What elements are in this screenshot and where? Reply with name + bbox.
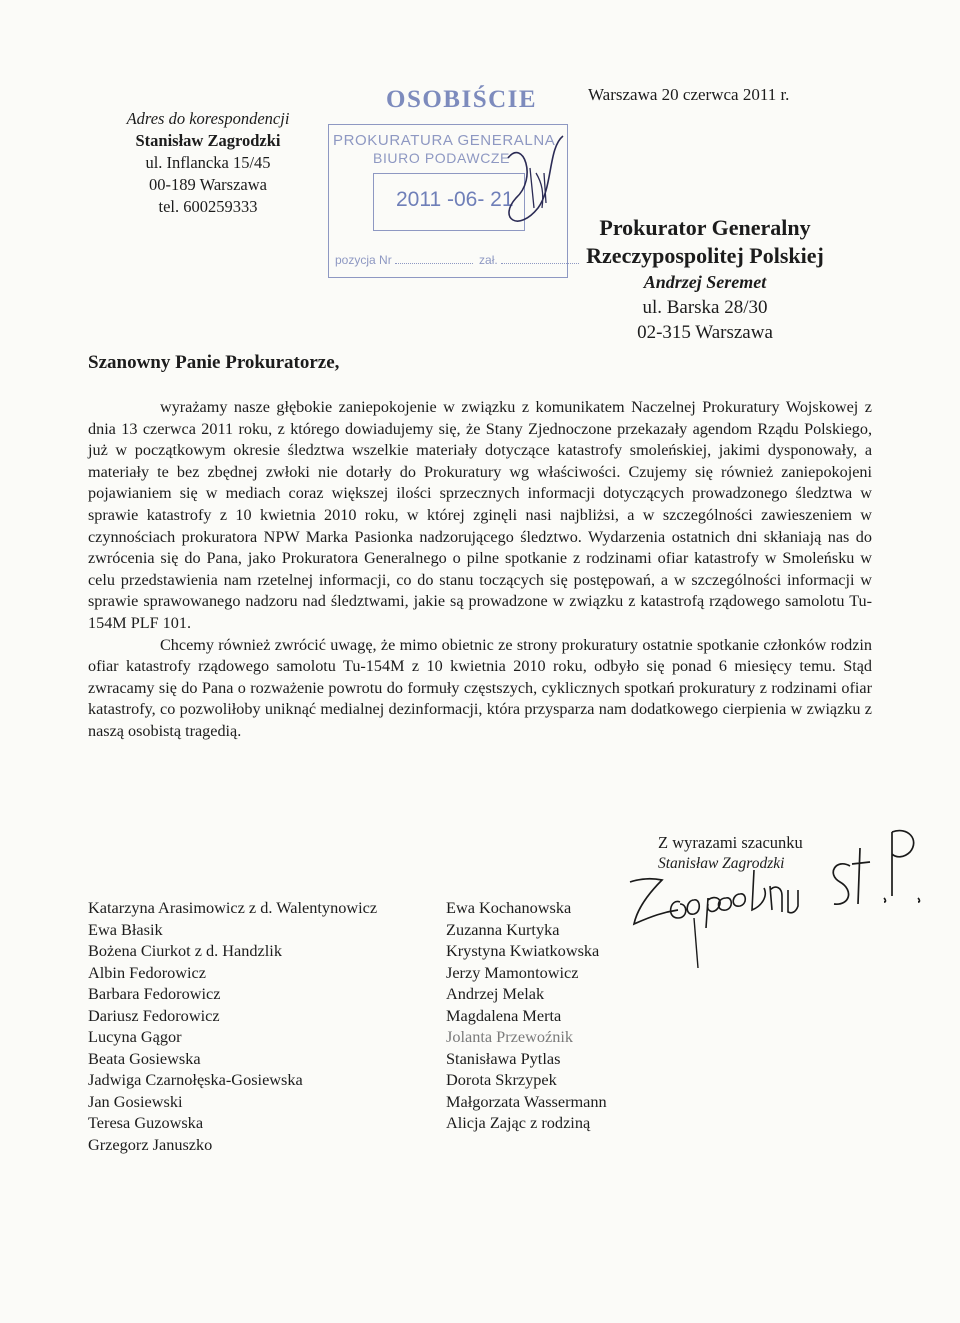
signatory-name: Grzegorz Januszko (88, 1134, 213, 1154)
recipient-title: Prokurator Generalny (599, 215, 811, 240)
signatory-name: Ewa Błasik (88, 919, 163, 939)
signatory-name: Małgorzata Wassermann (446, 1091, 607, 1111)
personal-mark: OSOBIŚCIE (386, 86, 538, 113)
recipient-street: ul. Barska 28/30 (642, 297, 768, 318)
closing-name: Stanisław Zagrodzki (658, 855, 785, 872)
sender-phone: tel. 600259333 (158, 197, 258, 216)
signatories-left (88, 897, 377, 1155)
signatory-name: Lucyna Gągor (88, 1027, 182, 1046)
letter-date: Warszawa 20 czerwca 2011 r. (588, 85, 790, 104)
signatory-name: Bożena Ciurkot z d. Handzlik (88, 941, 282, 960)
body-paragraph: wyrażamy nasze głębokie zaniepokojenie w związku z komunikatem Naczelnej Prokuratury Wojskowej z dnia 13 czerwca 2011 roku, z którego dowiadujemy się, że Stany Zjednoczone przekazały agendom Rządu Polskiego, już w początkowym okresie śledztwa wszelkie materiały dotyczące katastrofy smoleńskiej, jakimi dysponowały, a materiały te bez zbędnej zwłoki nie dotarły do Prokuratury wg właściwości. Czujemy się również zaniepokojeni pojawianiem się w mediach coraz większej ilości sprzecznych informacji dotyczących prowadzonego śledztwa w sprawie katastrofy z 10 kwietnia 2010 roku, w której zginęli nasi najbliżsi, a w szczególności zawieszeniem w czynnościach prokuratora NPW Marka Pasionka nadzorującego śledztwo. Wydarzenia ostatnich dni skłaniają nas do zwrócenia się do Pana, jako Prokuratora Generalnego o pilne spotkanie z rodzinami ofiar katastrofy w Smoleńsku w celu przedstawienia nam rzetelnej informacji, co do stanu toczących się postępowań, a w szczególności informacji w sprawie sprawowanego nadzoru nad śledztwami, jakie są prowadzone w związku z katastrofą rządowego samolotu Tu-154M PLF 101. (88, 398, 872, 632)
stamp-footer (335, 253, 582, 267)
signatory-name: Teresa Guzowska (88, 1113, 204, 1132)
sender-address-block (108, 108, 308, 218)
recipient-country: Rzeczypospolitej Polskiej (586, 243, 824, 268)
stamp-position-label: pozycja Nr (335, 253, 392, 267)
stamp-institution: PROKURATURA GENERALNA (333, 132, 556, 149)
stamp-attachment-label: zał. (479, 253, 498, 267)
signatory-name: Krystyna Kwiatkowska (446, 941, 600, 960)
body-paragraph: Chcemy również zwrócić uwagę, że mimo obietnic ze strony prokuratury ostatnie spotkanie członków rodzin ofiar katastrofy rządowego samolotu Tu-154M z 10 kwietnia 2010 roku, odbyło się ponad 6 miesięcy temu. Stąd zwracamy się do Pana o rozważenie powrotu do formuły częstszych, cyklicznych spotkań prokuratury z rodzinami ofiar katastrofy, co pozwoliłoby uniknąć medialnej dezinformacji, która przysparza nam dodatkowego cierpienia w związku z naszą osobistą tragedią. (88, 635, 872, 740)
signatories-right (446, 897, 607, 1134)
stamp-initials-signature (478, 128, 568, 238)
recipient-block (560, 214, 850, 345)
stamp-date: 2011 -06- 21 (396, 188, 514, 211)
sender-name: Stanisław Zagrodzki (135, 131, 281, 150)
signatory-name: Dorota Skrzypek (446, 1070, 557, 1089)
stamp-office: BIURO PODAWCZE (373, 150, 510, 166)
signatory-name: Jan Gosiewski (88, 1091, 183, 1111)
closing-regards: Z wyrazami szacunku (658, 833, 803, 852)
signatory-name: Alicja Zając z rodziną (446, 1113, 591, 1132)
sender-label: Adres do korespondencji (126, 109, 290, 128)
letter-body (88, 397, 872, 743)
recipient-city: 02-315 Warszawa (637, 322, 773, 343)
signatory-name: Zuzanna Kurtyka (446, 919, 560, 939)
signatory-name: Andrzej Melak (446, 984, 545, 1003)
sender-street: ul. Inflancka 15/45 (145, 153, 271, 172)
signatory-name: Barbara Fedorowicz (88, 984, 221, 1003)
signatory-name: Beata Gosiewska (88, 1048, 201, 1068)
signatory-name: Jadwiga Czarnołęska-Gosiewska (88, 1070, 303, 1089)
signatory-name: Ewa Kochanowska (446, 898, 572, 917)
signatory-name: Dariusz Fedorowicz (88, 1005, 220, 1025)
signatory-name: Jerzy Mamontowicz (446, 962, 579, 982)
sender-city: 00-189 Warszawa (149, 175, 267, 194)
signatory-name: Albin Fedorowicz (88, 962, 207, 982)
handwritten-signature (622, 820, 922, 970)
signatory-name: Magdalena Merta (446, 1005, 562, 1025)
salutation: Szanowny Panie Prokuratorze, (88, 352, 340, 373)
signatory-name: Stanisława Pytlas (446, 1048, 561, 1068)
signatory-name: Katarzyna Arasimowicz z d. Walentynowicz (88, 898, 378, 917)
recipient-name: Andrzej Seremet (643, 272, 767, 292)
signatory-name: Jolanta Przewoźnik (446, 1027, 574, 1046)
